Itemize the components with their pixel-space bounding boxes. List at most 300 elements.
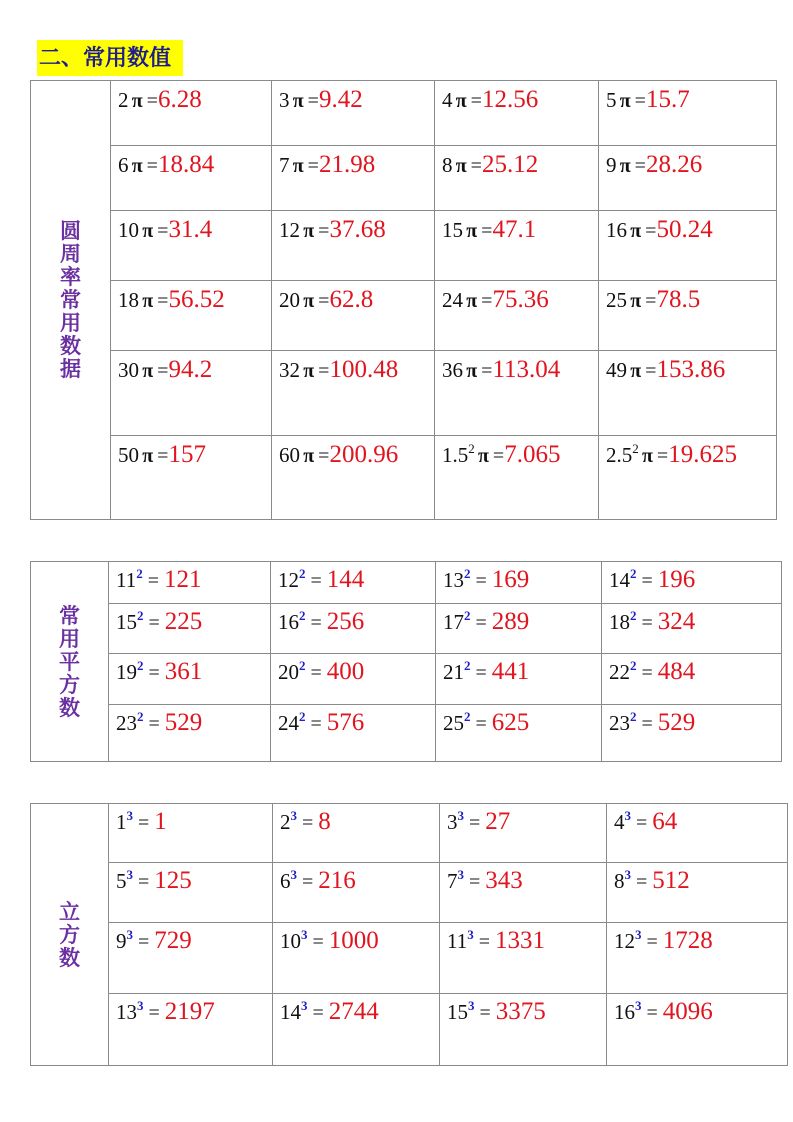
- equals-sign: =: [641, 360, 657, 382]
- equals-sign: =: [473, 931, 496, 953]
- pi-symbol: π: [142, 220, 154, 242]
- pi-symbol: π: [630, 360, 642, 382]
- result-value: 4096: [662, 998, 713, 1025]
- value-cell: [599, 146, 777, 211]
- value-cell: [111, 281, 272, 351]
- exponent: 2: [137, 658, 144, 673]
- value-cell: [607, 804, 788, 863]
- value-cell: [602, 562, 782, 604]
- value-cell: [602, 604, 782, 654]
- equals-sign: =: [305, 570, 327, 592]
- multiplier: 7: [279, 153, 290, 177]
- equals-sign: =: [133, 931, 155, 953]
- equals-sign: =: [303, 90, 319, 112]
- table-row: [31, 281, 777, 351]
- base-number: 14: [280, 1000, 301, 1024]
- result-value: 113.04: [492, 356, 561, 383]
- multiplier: 15: [442, 218, 463, 242]
- result-value: 1331: [495, 927, 546, 954]
- base-number: 16: [614, 1000, 635, 1024]
- result-value: 169: [491, 566, 530, 593]
- multiplier: 18: [118, 288, 139, 312]
- result-value: 121: [164, 566, 202, 593]
- base-number: 11: [116, 568, 137, 592]
- equals-sign: =: [143, 1002, 165, 1024]
- multiplier: 10: [118, 218, 139, 242]
- result-value: 225: [164, 608, 203, 635]
- result-value: 3375: [495, 998, 546, 1025]
- table-row: [31, 562, 782, 604]
- result-value: 2197: [164, 998, 215, 1025]
- value-cell: [436, 654, 602, 705]
- equals-sign: =: [631, 871, 653, 893]
- result-value: 78.5: [656, 286, 701, 313]
- multiplier: 3: [279, 88, 290, 112]
- equals-sign: =: [133, 871, 155, 893]
- equals-sign: =: [307, 1002, 329, 1024]
- result-value: 19.625: [668, 441, 737, 468]
- base-number: 10: [280, 929, 301, 953]
- exponent: 3: [635, 998, 642, 1013]
- multiplier: 9: [606, 153, 617, 177]
- base-number: 19: [116, 660, 137, 684]
- base-number: 13: [443, 568, 464, 592]
- value-cell: [436, 562, 602, 604]
- value-cell: [272, 81, 435, 146]
- equals-sign: =: [652, 445, 669, 467]
- result-value: 21.98: [318, 151, 376, 178]
- pi-symbol: π: [303, 445, 315, 467]
- result-value: 1: [154, 808, 167, 835]
- row-group-label: 立方数: [59, 898, 80, 970]
- equals-sign: =: [641, 290, 657, 312]
- exponent: 3: [457, 867, 464, 882]
- result-value: 441: [491, 658, 530, 685]
- pi-symbol: π: [455, 90, 467, 112]
- value-cell: [440, 994, 607, 1066]
- base-number: 22: [609, 660, 630, 684]
- result-value: 729: [154, 927, 192, 954]
- row-group-label: 常用平方数: [59, 602, 80, 720]
- exponent: 3: [137, 998, 144, 1013]
- equals-sign: =: [305, 612, 327, 634]
- value-cell: [440, 863, 607, 923]
- equals-sign: =: [636, 662, 658, 684]
- equals-sign: =: [466, 90, 482, 112]
- equals-sign: =: [314, 220, 330, 242]
- base-number: 24: [278, 711, 299, 735]
- value-cell: [435, 281, 599, 351]
- result-value: 2744: [328, 998, 379, 1025]
- pi-symbol: π: [619, 155, 631, 177]
- table-row: [31, 211, 777, 281]
- equals-sign: =: [303, 155, 319, 177]
- result-value: 18.84: [157, 151, 215, 178]
- exponent: 2: [137, 709, 144, 724]
- section-heading: 二、常用数值: [37, 40, 183, 76]
- pi-symbol: π: [292, 90, 304, 112]
- exponent: 3: [624, 867, 631, 882]
- value-cell: [599, 281, 777, 351]
- pi-symbol: π: [142, 445, 154, 467]
- base-number: 5: [116, 869, 127, 893]
- exponent: 2: [137, 608, 144, 623]
- value-cell: [272, 211, 435, 281]
- result-value: 216: [318, 867, 356, 894]
- multiplier: 5: [606, 88, 617, 112]
- value-cell: [272, 146, 435, 211]
- value-cell: [271, 654, 436, 705]
- exponent: 2: [630, 608, 637, 623]
- equals-sign: =: [641, 220, 657, 242]
- base-number: 12: [614, 929, 635, 953]
- table-row: [31, 146, 777, 211]
- exponent: 2: [464, 709, 471, 724]
- pi-symbol: π: [630, 220, 642, 242]
- result-value: 144: [326, 566, 365, 593]
- result-value: 100.48: [329, 356, 399, 383]
- exponent: 3: [468, 998, 475, 1013]
- value-cell: [271, 562, 436, 604]
- pi-symbol: π: [466, 360, 478, 382]
- exponent: 2: [464, 608, 471, 623]
- result-value: 153.86: [656, 356, 726, 383]
- table-row: [31, 81, 777, 146]
- pi-symbol: π: [455, 155, 467, 177]
- base-number: 4: [614, 810, 625, 834]
- equals-sign: =: [636, 713, 658, 735]
- equals-sign: =: [466, 155, 482, 177]
- multiplier: 36: [442, 358, 463, 382]
- value-cell: [111, 436, 272, 520]
- equals-sign: =: [153, 290, 169, 312]
- base-number: 15: [116, 610, 137, 634]
- exponent: 3: [457, 808, 464, 823]
- pi-table: [30, 80, 777, 520]
- exponent: 2: [630, 658, 637, 673]
- row-group-label: 圆周率常用数据: [60, 218, 81, 381]
- result-value: 157: [168, 441, 206, 468]
- result-value: 6.28: [157, 86, 202, 113]
- pi-symbol: π: [131, 90, 143, 112]
- base-number: 9: [116, 929, 127, 953]
- equals-sign: =: [630, 90, 646, 112]
- exponent: 3: [126, 927, 133, 942]
- exponent: 2: [299, 658, 306, 673]
- pi-symbol: π: [303, 360, 315, 382]
- result-value: 125: [154, 867, 192, 894]
- value-cell: [111, 351, 272, 436]
- exponent: 2: [299, 608, 306, 623]
- result-value: 256: [326, 608, 365, 635]
- exponent: 3: [290, 867, 297, 882]
- pi-symbol: π: [292, 155, 304, 177]
- base-number: 14: [609, 568, 630, 592]
- pi-symbol: π: [466, 290, 478, 312]
- value-cell: [607, 923, 788, 994]
- equals-sign: =: [641, 1002, 663, 1024]
- result-value: 343: [485, 867, 523, 894]
- value-cell: [599, 211, 777, 281]
- result-value: 484: [657, 658, 696, 685]
- equals-sign: =: [464, 871, 486, 893]
- result-value: 529: [657, 709, 696, 736]
- table-row: [31, 604, 782, 654]
- equals-sign: =: [470, 713, 492, 735]
- value-cell: [440, 923, 607, 994]
- base-number: 23: [609, 711, 630, 735]
- value-cell: [111, 81, 272, 146]
- equals-sign: =: [470, 570, 492, 592]
- result-value: 576: [326, 709, 365, 736]
- equals-sign: =: [488, 445, 505, 467]
- equals-sign: =: [477, 360, 493, 382]
- equals-sign: =: [470, 662, 492, 684]
- value-cell: [440, 804, 607, 863]
- value-cell: [109, 804, 273, 863]
- base-number: 11: [447, 929, 468, 953]
- value-cell: [607, 863, 788, 923]
- value-cell: [272, 281, 435, 351]
- pi-symbol: π: [142, 290, 154, 312]
- exponent: 3: [126, 867, 133, 882]
- base-number: 21: [443, 660, 464, 684]
- table-row: [31, 994, 788, 1066]
- base-number: 6: [280, 869, 291, 893]
- result-value: 56.52: [168, 286, 225, 313]
- value-cell: [602, 654, 782, 705]
- row-group-label-cell: [31, 804, 109, 1066]
- equals-sign: =: [133, 812, 155, 834]
- table-row: [31, 863, 788, 923]
- value-cell: [435, 436, 599, 520]
- multiplier: 60: [279, 443, 300, 467]
- value-cell: [602, 705, 782, 762]
- multiplier: 1.5: [442, 443, 469, 467]
- equals-sign: =: [477, 220, 493, 242]
- result-value: 94.2: [168, 356, 213, 383]
- result-value: 47.1: [492, 216, 537, 243]
- base-number: 16: [278, 610, 299, 634]
- equals-sign: =: [143, 662, 165, 684]
- equals-sign: =: [143, 713, 165, 735]
- squares-table: [30, 561, 782, 762]
- table-row: [31, 436, 777, 520]
- base-number: 1: [116, 810, 127, 834]
- result-value: 8: [318, 808, 331, 835]
- row-group-label-cell: [31, 81, 111, 520]
- table-row: [31, 654, 782, 705]
- base-number: 20: [278, 660, 299, 684]
- value-cell: [272, 351, 435, 436]
- pi-symbol: π: [303, 290, 315, 312]
- value-cell: [109, 562, 271, 604]
- value-cell: [271, 705, 436, 762]
- result-value: 1000: [328, 927, 379, 954]
- result-value: 529: [164, 709, 203, 736]
- value-cell: [435, 351, 599, 436]
- cubes-table: [30, 803, 788, 1066]
- exponent: 2: [136, 566, 143, 581]
- equals-sign: =: [474, 1002, 496, 1024]
- table-row: [31, 804, 788, 863]
- result-value: 1728: [662, 927, 713, 954]
- base-number: 12: [278, 568, 299, 592]
- equals-sign: =: [641, 931, 663, 953]
- value-cell: [436, 705, 602, 762]
- result-value: 9.42: [318, 86, 363, 113]
- value-cell: [273, 863, 440, 923]
- exponent: 3: [467, 927, 474, 942]
- exponent: 2: [630, 566, 637, 581]
- pi-symbol: π: [619, 90, 631, 112]
- row-group-label-cell: [31, 562, 109, 762]
- value-cell: [436, 604, 602, 654]
- exponent: 3: [126, 808, 133, 823]
- equals-sign: =: [297, 812, 319, 834]
- exponent: 3: [635, 927, 642, 942]
- result-value: 400: [326, 658, 365, 685]
- equals-sign: =: [153, 220, 169, 242]
- base-number: 17: [443, 610, 464, 634]
- value-cell: [607, 994, 788, 1066]
- value-cell: [109, 705, 271, 762]
- value-cell: [435, 81, 599, 146]
- base-number: 15: [447, 1000, 468, 1024]
- result-value: 27: [485, 808, 511, 835]
- equals-sign: =: [142, 155, 158, 177]
- result-value: 512: [652, 867, 690, 894]
- pi-symbol: π: [630, 290, 642, 312]
- equals-sign: =: [636, 570, 658, 592]
- pi-symbol: π: [477, 445, 489, 467]
- result-value: 361: [164, 658, 203, 685]
- equals-sign: =: [314, 290, 330, 312]
- multiplier: 2: [118, 88, 129, 112]
- result-value: 64: [652, 808, 678, 835]
- result-value: 75.36: [492, 286, 549, 313]
- value-cell: [273, 804, 440, 863]
- value-cell: [111, 211, 272, 281]
- value-cell: [273, 994, 440, 1066]
- base-number: 3: [447, 810, 458, 834]
- base-number: 13: [116, 1000, 137, 1024]
- value-cell: [599, 436, 777, 520]
- multiplier: 24: [442, 288, 463, 312]
- exponent: 3: [301, 927, 308, 942]
- exponent: 2: [464, 658, 471, 673]
- equals-sign: =: [477, 290, 493, 312]
- base-number: 18: [609, 610, 630, 634]
- exponent: 2: [468, 441, 475, 456]
- equals-sign: =: [631, 812, 653, 834]
- result-value: 196: [657, 566, 696, 593]
- table-row: [31, 351, 777, 436]
- multiplier: 50: [118, 443, 139, 467]
- value-cell: [109, 923, 273, 994]
- equals-sign: =: [630, 155, 646, 177]
- equals-sign: =: [305, 713, 327, 735]
- multiplier: 2.5: [606, 443, 633, 467]
- pi-symbol: π: [303, 220, 315, 242]
- result-value: 12.56: [481, 86, 539, 113]
- equals-sign: =: [464, 812, 486, 834]
- exponent: 2: [632, 441, 639, 456]
- pi-symbol: π: [131, 155, 143, 177]
- table-row: [31, 923, 788, 994]
- value-cell: [273, 923, 440, 994]
- base-number: 7: [447, 869, 458, 893]
- multiplier: 30: [118, 358, 139, 382]
- result-value: 289: [491, 608, 530, 635]
- pi-symbol: π: [142, 360, 154, 382]
- multiplier: 20: [279, 288, 300, 312]
- multiplier: 6: [118, 153, 129, 177]
- result-value: 324: [657, 608, 696, 635]
- equals-sign: =: [142, 570, 165, 592]
- base-number: 23: [116, 711, 137, 735]
- base-number: 8: [614, 869, 625, 893]
- value-cell: [599, 351, 777, 436]
- exponent: 2: [464, 566, 471, 581]
- equals-sign: =: [307, 931, 329, 953]
- equals-sign: =: [142, 90, 158, 112]
- pi-symbol: π: [641, 445, 653, 467]
- multiplier: 4: [442, 88, 453, 112]
- multiplier: 49: [606, 358, 627, 382]
- result-value: 15.7: [645, 86, 690, 113]
- multiplier: 16: [606, 218, 627, 242]
- value-cell: [599, 81, 777, 146]
- result-value: 625: [491, 709, 530, 736]
- exponent: 3: [290, 808, 297, 823]
- exponent: 3: [624, 808, 631, 823]
- exponent: 2: [299, 709, 306, 724]
- result-value: 62.8: [329, 286, 374, 313]
- result-value: 28.26: [645, 151, 703, 178]
- value-cell: [435, 211, 599, 281]
- value-cell: [272, 436, 435, 520]
- value-cell: [109, 654, 271, 705]
- exponent: 2: [630, 709, 637, 724]
- value-cell: [271, 604, 436, 654]
- value-cell: [435, 146, 599, 211]
- result-value: 37.68: [329, 216, 386, 243]
- exponent: 2: [299, 566, 306, 581]
- equals-sign: =: [314, 445, 330, 467]
- table-row: [31, 705, 782, 762]
- pi-symbol: π: [466, 220, 478, 242]
- base-number: 2: [280, 810, 291, 834]
- equals-sign: =: [470, 612, 492, 634]
- exponent: 3: [301, 998, 308, 1013]
- result-value: 50.24: [656, 216, 713, 243]
- value-cell: [109, 863, 273, 923]
- multiplier: 25: [606, 288, 627, 312]
- value-cell: [109, 994, 273, 1066]
- equals-sign: =: [153, 360, 169, 382]
- result-value: 200.96: [329, 441, 399, 468]
- result-value: 31.4: [168, 216, 213, 243]
- base-number: 25: [443, 711, 464, 735]
- multiplier: 8: [442, 153, 453, 177]
- equals-sign: =: [636, 612, 658, 634]
- result-value: 25.12: [481, 151, 539, 178]
- multiplier: 32: [279, 358, 300, 382]
- equals-sign: =: [314, 360, 330, 382]
- value-cell: [111, 146, 272, 211]
- value-cell: [109, 604, 271, 654]
